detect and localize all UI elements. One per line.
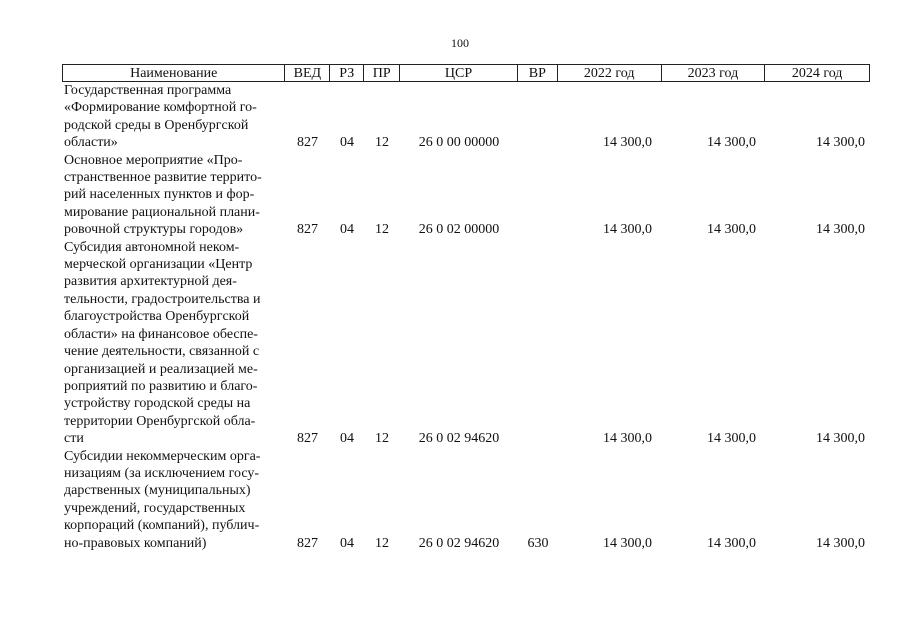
cell-ved: 827 [297,535,318,551]
table-body [62,82,870,552]
row-name-line: ровочной структуры городов» [64,222,244,238]
cell-pr: 12 [375,535,389,551]
cell-y2022: 14 300,0 [603,431,652,447]
row-name-line: развития архитектурной дея- [64,274,237,290]
row-name-line: Государственная программа [64,83,232,98]
cell-y2023: 14 300,0 [707,535,756,551]
cell-csr: 26 0 00 00000 [418,135,500,151]
row-name [62,152,285,239]
cell-rz: 04 [340,135,354,151]
budget-table [62,64,870,552]
row-name-line: чение деятельности, связанной с [64,344,260,360]
cell-y2023: 14 300,0 [707,135,756,151]
row-name-line: Субсидии некоммерческим орга- [64,448,261,464]
table-row [62,448,870,552]
row-name [62,448,285,552]
cell-pr: 12 [375,431,389,447]
cell-pr: 12 [375,222,389,238]
cell-y2022: 14 300,0 [603,222,652,238]
header-rz: РЗ [330,65,364,81]
row-name-line: благоустройства Оренбургской [64,309,250,325]
cell-y2024: 14 300,0 [816,535,865,551]
row-name-line: сти [64,431,84,447]
cell-ved: 827 [297,222,318,238]
header-vr: ВР [518,65,558,81]
row-name-line: области» [64,135,118,151]
row-name-line: низациям (за исключением госу- [64,465,260,481]
row-name-line: территории Оренбургской обла- [64,413,256,429]
cell-y2023: 14 300,0 [707,222,756,238]
header-2023: 2023 год [662,65,766,81]
row-name-line: Субсидия автономной неком- [64,239,240,255]
cell-ved: 827 [297,431,318,447]
cell-rz: 04 [340,431,354,447]
cell-y2022: 14 300,0 [603,535,652,551]
cell-y2024: 14 300,0 [816,135,865,151]
table-header [62,64,870,82]
row-name-line: корпораций (компаний), публич- [64,518,260,534]
row-name-line: мерческой организации «Центр [64,257,253,273]
row-name-line: Основное мероприятие «Про- [64,152,243,168]
row-name-line: тельности, градостроительства и [64,291,261,307]
header-pr: ПР [364,65,400,81]
row-name-line: рий населенных пунктов и фор- [64,187,255,203]
cell-vr: 630 [527,535,549,551]
row-name-line: мирование рациональной плани- [64,204,260,220]
cell-y2024: 14 300,0 [816,431,865,447]
row-name-line: учреждений, государственных [64,500,246,516]
page-number: 100 [451,36,469,50]
row-name-line: «Формирование комфортной го- [64,100,257,116]
cell-csr: 26 0 02 00000 [418,222,500,238]
row-name-line: организацией и реализацией ме- [64,361,258,377]
cell-y2022: 14 300,0 [603,135,652,151]
table-row [62,152,870,239]
row-name-line: области» на финансовое обеспе- [64,326,258,342]
row-name [62,82,285,152]
table-row [62,82,870,152]
row-name-line: странственное развитие террито- [64,170,262,186]
header-2022: 2022 год [558,65,662,81]
cell-rz: 04 [340,222,354,238]
row-name-line: но-правовых компаний) [64,535,207,551]
cell-y2023: 14 300,0 [707,431,756,447]
row-name-line: роприятий по развитию и благо- [64,378,258,394]
cell-csr: 26 0 02 94620 [418,431,500,447]
header-ved: ВЕД [285,65,330,81]
cell-y2024: 14 300,0 [816,222,865,238]
cell-csr: 26 0 02 94620 [418,535,500,551]
row-name-line: устройству городской среды на [64,396,251,412]
row-name-line: родской среды в Оренбургской [64,117,249,133]
row-name [62,239,285,448]
header-2024: 2024 год [791,66,843,81]
row-name-line: дарственных (муниципальных) [64,483,251,499]
header-csr: ЦСР [400,65,518,81]
cell-rz: 04 [340,535,354,551]
table-row [62,239,870,448]
cell-pr: 12 [375,135,389,151]
cell-ved: 827 [297,135,318,151]
header-name: Наименование [63,65,285,81]
